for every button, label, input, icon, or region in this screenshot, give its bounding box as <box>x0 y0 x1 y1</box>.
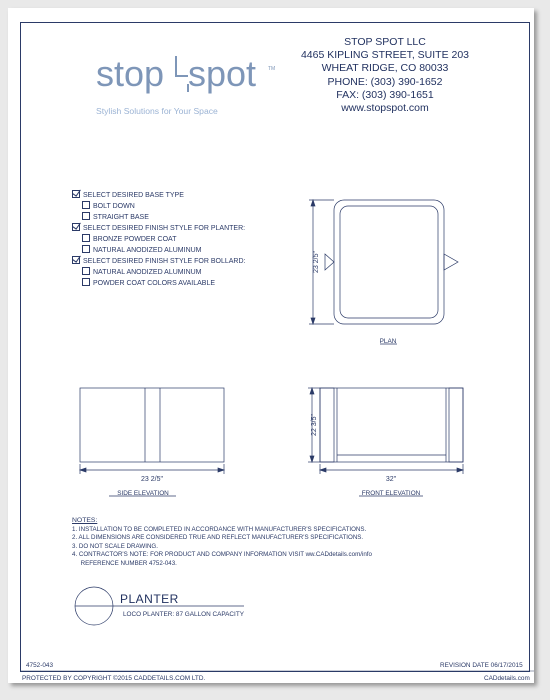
plan-bollard-right <box>444 254 458 270</box>
checklist-option[interactable]: BOLT DOWN <box>72 201 245 212</box>
logo-trademark: TM <box>268 66 276 72</box>
side-elevation-label: SIDE ELEVATION <box>117 490 169 497</box>
front-elevation-view <box>308 388 463 474</box>
company-name: STOP SPOT LLC <box>344 36 426 48</box>
side-body <box>80 388 224 462</box>
note-item: REFERENCE NUMBER 4752-043. <box>72 559 177 567</box>
checklist-option[interactable]: STRAIGHT BASE <box>72 212 245 223</box>
plan-bollard-left <box>325 254 334 270</box>
note-item: 4. CONTRACTOR'S NOTE: FOR PRODUCT AND COMPANY INFORMATION VISIT ww.CADdetails.com/info <box>72 551 372 559</box>
front-bollard-left <box>320 388 334 462</box>
note-item: 1. INSTALLATION TO BE COMPLETED IN ACCORDANCE WITH MANUFACTURER'S SPECIFICATIONS. <box>72 525 367 533</box>
logo-tagline: Stylish Solutions for Your Space <box>96 106 218 116</box>
checklist-planter-finish[interactable]: SELECT DESIRED FINISH STYLE FOR PLANTER: <box>72 223 245 234</box>
side-elevation-view <box>80 388 224 474</box>
plan-view <box>309 200 458 324</box>
logo-stop-text: stop <box>96 53 165 94</box>
front-width-dimension-text: 32" <box>385 476 397 483</box>
plan-dimension-text: 23 2/5" <box>313 251 320 273</box>
company-fax: FAX: (303) 390-1651 <box>336 88 434 101</box>
plan-inner-outline <box>340 206 438 318</box>
footer-site[interactable]: CADdetails.com <box>484 675 530 682</box>
company-city: WHEAT RIDGE, CO 80033 <box>321 62 449 75</box>
front-body-outline <box>320 388 463 462</box>
footer-reference: 4752-043 <box>26 662 54 669</box>
plan-label: PLAN <box>379 338 397 345</box>
company-phone: PHONE: (303) 390-1652 <box>327 75 443 88</box>
checklist-option[interactable]: POWDER COAT COLORS AVAILABLE <box>72 278 245 289</box>
side-dimension-text: 23 2/5" <box>141 476 163 483</box>
footer-revision-date: REVISION DATE 06/17/2015 <box>440 662 523 669</box>
company-web: www.stopspot.com <box>341 102 429 115</box>
plan-outer-outline <box>334 200 444 324</box>
logo-spot-text: spot <box>188 53 257 94</box>
checklist-option[interactable]: NATURAL ANODIZED ALUMINUM <box>72 245 245 256</box>
checklist-bollard-finish[interactable]: SELECT DESIRED FINISH STYLE FOR BOLLARD: <box>72 256 245 267</box>
front-elevation-label: FRONT ELEVATION <box>361 490 421 497</box>
notes-section <box>72 517 372 569</box>
notes-title: NOTES: <box>72 517 98 524</box>
checklist-base-type[interactable]: SELECT DESIRED BASE TYPE <box>72 190 245 201</box>
note-item: 2. ALL DIMENSIONS ARE CONSIDERED TRUE AND REFLECT MANUFACTURER'S SPECIFICATIONS. <box>72 534 364 542</box>
front-height-dimension-text: 22 3/5" <box>311 414 318 436</box>
front-bollard-right <box>449 388 463 462</box>
checklist-option[interactable]: NATURAL ANODIZED ALUMINUM <box>72 267 245 278</box>
note-item: 3. DO NOT SCALE DRAWING. <box>72 542 158 550</box>
drawing-title: PLANTER <box>120 592 179 606</box>
footer-copyright: PROTECTED BY COPYRIGHT ©2015 CADDETAILS.COM LTD. <box>22 675 206 682</box>
drawing-subtitle: LOCO PLANTER: 87 GALLON CAPACITY <box>123 611 244 618</box>
company-address: 4465 KIPLING STREET, SUITE 203 <box>300 49 470 62</box>
checklist-option[interactable]: BRONZE POWDER COAT <box>72 234 245 245</box>
